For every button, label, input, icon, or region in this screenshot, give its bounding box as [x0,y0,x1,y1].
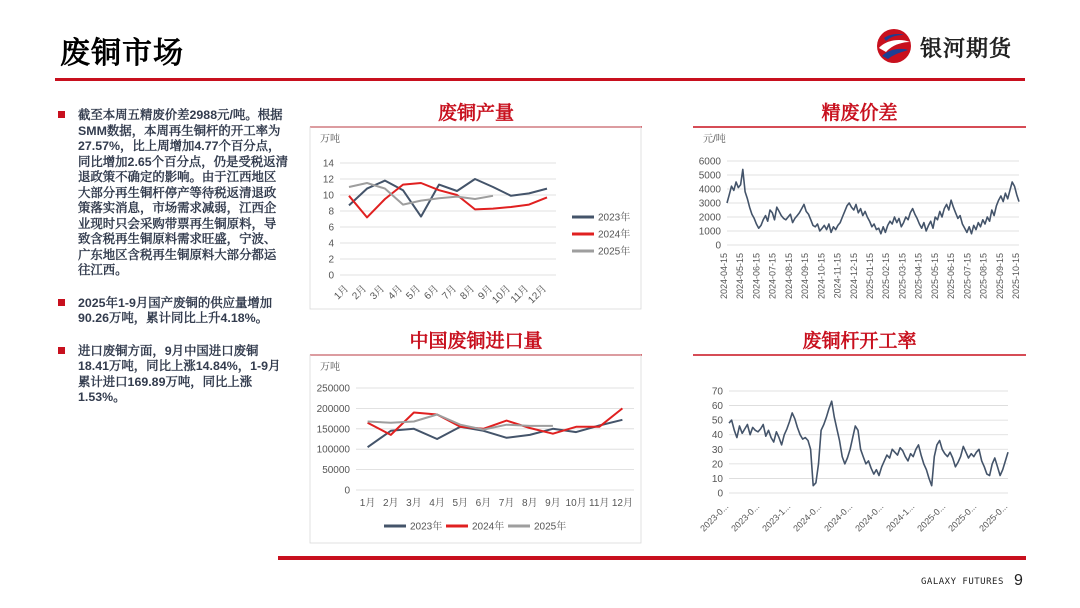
y-tick-label: 4 [328,238,334,250]
legend-label: 2024年 [472,521,505,533]
x-tick-label: 2025-08-15 [978,253,989,300]
x-tick-label: 2025-04-15 [913,253,924,300]
page-number: 9 [1014,572,1023,589]
y-tick-label: 6 [328,222,334,234]
x-tick-label: 9月 [476,283,496,303]
x-tick-label: 11月 [589,498,610,509]
x-tick-label: 8月 [458,283,478,303]
x-tick-label: 2024-08-15 [783,253,794,300]
x-tick-label: 5月 [404,283,424,303]
y-tick-label: 0 [344,485,350,497]
footer-divider [278,556,1026,560]
chart-rod-operating-rate [693,326,1026,544]
y-tick-label: 40 [711,430,723,442]
x-tick-label: 2024-12-15 [848,253,859,300]
y-tick-label: 3000 [698,198,721,210]
x-tick-label: 8月 [521,498,538,509]
x-tick-label: 2月 [350,283,370,303]
y-tick-label: 2 [328,254,334,266]
x-tick-label: 2023-0... [698,501,731,534]
x-tick-label: 2024-06-15 [751,253,762,300]
x-tick-label: 2023-1... [760,501,793,534]
x-tick-label: 2025-10-15 [1011,253,1021,300]
y-tick-label: 4000 [698,184,721,196]
x-tick-label: 2025-02-15 [881,253,892,300]
x-tick-label: 4月 [429,498,445,509]
y-tick-label: 50 [711,415,723,427]
chart-panel-refined-scrap-spread [693,98,1026,320]
x-tick-label: 7月 [440,283,460,303]
y-tick-label: 60 [711,401,723,413]
chart-scrap-imports [310,326,642,544]
y-tick-label: 250000 [316,383,350,395]
y-tick-label: 50000 [322,465,350,477]
galaxy-logo-icon [874,26,914,66]
y-tick-label: 10 [711,473,723,485]
y-tick-label: 2000 [698,212,721,224]
x-tick-label: 6月 [475,498,492,509]
x-tick-label: 2024-07-15 [767,253,778,300]
x-tick-label: 2025-0... [946,501,979,534]
y-tick-label: 30 [711,444,723,456]
x-tick-label: 2025-09-15 [994,253,1005,300]
x-tick-label: 2025-03-15 [897,253,908,300]
series-line [727,169,1019,233]
x-tick-label: 11月 [508,283,532,306]
y-tick-label: 8 [328,206,334,218]
commentary-item-imports [58,344,288,406]
x-tick-label: 4月 [386,283,406,303]
chart-refined-scrap-spread [693,98,1026,320]
y-tick-label: 1000 [698,226,721,238]
x-tick-label: 1月 [332,283,352,303]
x-tick-label: 2024-0... [853,501,886,534]
y-tick-label: 0 [717,488,723,500]
x-tick-label: 2025-05-15 [929,253,940,300]
y-tick-label: 10 [322,190,334,202]
chart-unit-label: 万吨 [320,134,340,145]
commentary-item-scrap-spread [58,108,288,279]
x-tick-label: 2024-05-15 [735,253,746,300]
legend-label: 2025年 [534,521,567,533]
commentary-item-domestic-supply [58,296,288,327]
x-tick-label: 2024-09-15 [800,253,811,300]
x-tick-label: 2025-0... [915,501,948,534]
x-tick-label: 6月 [422,283,442,303]
y-tick-label: 14 [322,158,334,170]
y-tick-label: 100000 [316,444,350,456]
y-tick-label: 20 [711,459,723,471]
chart-unit-label: 万吨 [320,362,340,373]
bullet-square-icon [58,347,65,354]
x-tick-label: 2023-0... [729,501,762,534]
legend-label: 2024年 [598,229,631,241]
x-tick-label: 2025-07-15 [962,253,973,300]
x-tick-label: 2024-1... [884,501,917,534]
x-tick-label: 3月 [406,498,422,509]
commentary-list [58,108,288,423]
x-tick-label: 12月 [526,283,550,307]
chart-panel-scrap-imports [310,326,642,544]
series-line [729,401,1008,486]
chart-title: 精废价差 [821,103,898,124]
x-tick-label: 7月 [498,498,515,509]
x-tick-label: 2025-0... [977,501,1010,534]
chart-title: 废铜杆开工率 [802,331,917,352]
chart-unit-label: 元/吨 [703,134,726,145]
x-tick-label: 9月 [545,498,561,509]
y-tick-label: 0 [328,270,334,282]
chart-title: 废铜产量 [437,103,514,124]
x-tick-label: 5月 [452,498,469,509]
y-tick-label: 150000 [316,424,350,436]
x-tick-label: 2025-06-15 [946,253,957,300]
brand-name: 银河期货 [920,36,1013,61]
x-tick-label: 10月 [490,283,514,307]
y-tick-label: 5000 [698,170,721,182]
x-tick-label: 2024-11-15 [832,253,843,299]
x-tick-label: 1月 [359,498,376,509]
x-tick-label: 2025-01-15 [865,253,875,300]
commentary-text: 2025年1-9月国产废铜的供应量增加90.26万吨，累计同比上升4.18%。 [78,295,273,325]
y-tick-label: 0 [715,240,721,252]
chart-scrap-output [310,98,642,310]
x-tick-label: 12月 [611,498,633,509]
x-tick-label: 2月 [382,498,399,509]
title-divider [55,78,1025,81]
y-tick-label: 12 [322,174,334,186]
x-tick-label: 10月 [565,498,587,509]
legend-label: 2025年 [598,246,631,258]
footer-brand: GALAXY FUTURES [921,577,1004,587]
x-tick-label: 3月 [368,283,388,303]
y-tick-label: 6000 [698,156,721,168]
x-tick-label: 2024-0... [822,501,855,534]
chart-panel-rod-operating-rate [693,326,1026,544]
x-tick-label: 2024-04-15 [719,253,729,300]
bullet-square-icon [58,299,65,306]
chart-title: 中国废铜进口量 [409,331,543,352]
legend-label: 2023年 [598,212,631,224]
page-title: 废铜市场 [60,37,184,70]
y-tick-label: 200000 [316,403,350,415]
brand-logo [874,26,1034,66]
commentary-text: 进口废铜方面，9月中国进口废铜18.41万吨，同比上涨14.84%，1-9月累计进口169.89万吨，同比上涨1.53%。 [78,343,281,404]
x-tick-label: 2024-0... [791,501,824,534]
commentary-text: 截至本周五精废价差2988元/吨。根据SMM数据，本周再生铜杆的开工率为27.57%，比上周增加4.77个百分点，同比增加2.65个百分点，仍是受税返清退政策不确定的影响。由于江西地区大部分再生铜杆停产等待税返清退政策落实消息，市场需求减弱，江西企业现时只会采购带票再生铜原料，导致含税再生铜原料需求旺盛，宁波、广东地区含税再生铜原料大部分都运往江西。 [78,108,288,277]
x-tick-label: 2024-10-15 [816,253,827,300]
y-tick-label: 70 [711,386,723,398]
legend-label: 2023年 [410,521,443,533]
chart-panel-scrap-output [310,98,642,310]
bullet-square-icon [58,111,65,118]
